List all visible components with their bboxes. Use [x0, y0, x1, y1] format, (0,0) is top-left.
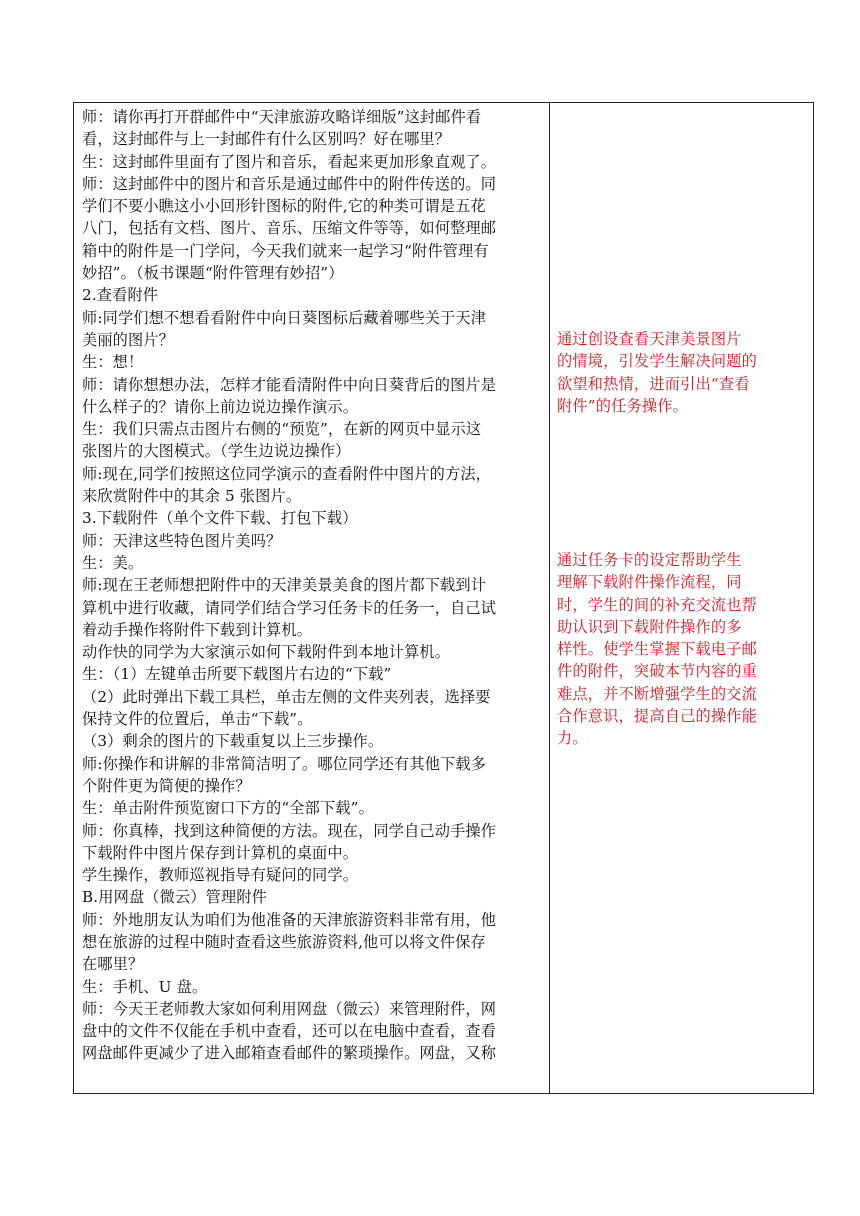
text-line: 师:你操作和讲解的非常简洁明了。哪位同学还有其他下载多: [82, 754, 487, 773]
text-line: 3.下载附件（单个文件下载、打包下载）: [82, 509, 358, 528]
text-line: 看，这封邮件与上一封邮件有什么区别吗？好在哪里？: [82, 130, 451, 149]
text-line: 箱中的附件是一门学问，今天我们就来一起学习“附件管理有: [82, 241, 489, 260]
text-line: 生：我们只需点击图片右侧的“预览”，在新的网页中显示这: [82, 420, 482, 439]
text-line: 时，学生的间的补充交流也帮: [557, 595, 758, 614]
text-line: 个附件更为简便的操作？: [82, 776, 251, 795]
text-line: 生：（1）左键单击所要下载图片右边的“下载”: [82, 665, 392, 684]
text-line: 来欣赏附件中的其余 5 张图片。: [82, 487, 302, 506]
text-line: 师：请你再打开群邮件中“天津旅游攻略详细版”这封邮件看: [82, 108, 482, 126]
text-line: 张图片的大图模式。（学生边说边操作）: [82, 442, 351, 461]
text-line: 助认识到下载附件操作的多: [557, 617, 742, 636]
text-line: 生：这封邮件里面有了图片和音乐，看起来更加形象直观了。: [82, 152, 497, 171]
text-line: 保持文件的位置后，单击“下载”。: [82, 710, 313, 729]
text-line: 附件”的任务操作。: [557, 396, 689, 415]
text-line: 生：单击附件预览窗口下方的“全部下载”。: [82, 799, 374, 818]
text-line: 盘中的文件不仅能在手机中查看，还可以在电脑中查看，查看: [82, 1022, 497, 1041]
text-line: 样性。使学生掌握下载电子邮: [557, 640, 758, 659]
text-line: 师:同学们想不想看看附件中向日葵图标后藏着哪些关于天津: [82, 308, 487, 327]
text-line: 合作意识，提高自己的操作能: [557, 707, 758, 726]
text-line: 师:现在,同学们按照这位同学演示的查看附件中图片的方法，: [82, 464, 492, 483]
text-line: （3）剩余的图片的下载重复以上三步操作。: [82, 732, 384, 751]
text-line: 师：这封邮件中的图片和音乐是通过邮件中的附件传送的。同: [82, 174, 497, 193]
text-line: 的情境，引发学生解决问题的: [557, 352, 758, 371]
text-line: 网盘邮件更减少了进入邮箱查看邮件的繁琐操作。网盘，又称: [82, 1044, 497, 1063]
text-line: 学生操作，教师巡视指导有疑问的同学。: [82, 866, 359, 885]
text-line: 2.查看附件: [82, 286, 159, 305]
text-line: 师：你真棒，找到这种简便的方法。现在，同学自己动手操作: [82, 821, 497, 840]
text-line: 师：请你想想办法，怎样才能看清附件中向日葵背后的图片是: [82, 375, 497, 394]
text-line: 在哪里？: [82, 955, 144, 974]
text-line: 师：外地朋友认为咱们为他准备的天津旅游资料非常有用，他: [82, 910, 497, 929]
text-line: 着动手操作将附件下载到计算机。: [82, 620, 313, 639]
text-line: 八门，包括有文档、图片、音乐、压缩文件等等，如何整理邮: [82, 219, 497, 238]
text-line: 学们不要小瞧这小小回形针图标的附件,它的种类可谓是五花: [82, 197, 486, 216]
design-note-download-attachments: [557, 549, 807, 750]
text-line: 理解下载附件操作流程，同: [557, 573, 742, 592]
text-line: 美丽的图片？: [82, 330, 175, 349]
text-line: 想在旅游的过程中随时查看这些旅游资料,他可以将文件保存: [82, 932, 486, 951]
design-note-view-attachments: [557, 328, 807, 417]
design-intent-column: [550, 103, 813, 1093]
lesson-table: [73, 102, 814, 1094]
teaching-process-column: [74, 103, 550, 1093]
text-line: 师：天津这些特色图片美吗？: [82, 531, 282, 550]
text-line: 件的附件，突破本节内容的重: [557, 662, 758, 681]
text-line: 难点，并不断增强学生的交流: [557, 684, 758, 703]
text-line: 妙招”。（板书课题“附件管理有妙招”）: [82, 264, 344, 283]
text-line: 动作快的同学为大家演示如何下载附件到本地计算机。: [82, 643, 451, 662]
text-line: 下载附件中图片保存到计算机的桌面中。: [82, 843, 359, 862]
text-line: 通过任务卡的设定帮助学生: [557, 551, 742, 569]
text-line: 力。: [557, 729, 588, 748]
text-line: 生：手机、U 盘。: [82, 977, 208, 996]
text-line: 什么样子的？请你上前边说边操作演示。: [82, 397, 359, 416]
text-line: B.用网盘（微云）管理附件: [82, 888, 268, 907]
text-line: 通过创设查看天津美景图片: [557, 330, 742, 348]
text-line: 师：今天王老师教大家如何利用网盘（微云）来管理附件，网: [82, 999, 497, 1018]
text-line: 生：美。: [82, 553, 144, 572]
text-line: 生：想！: [82, 353, 144, 372]
text-line: （2）此时弹出下载工具栏，单击左侧的文件夹列表，选择要: [82, 687, 491, 706]
text-line: 欲望和热情，进而引出“查看: [557, 374, 750, 393]
text-line: 算机中进行收藏，请同学们结合学习任务卡的任务一，自己试: [82, 598, 497, 617]
text-line: 师:现在王老师想把附件中的天津美景美食的图片都下载到计: [82, 576, 487, 595]
